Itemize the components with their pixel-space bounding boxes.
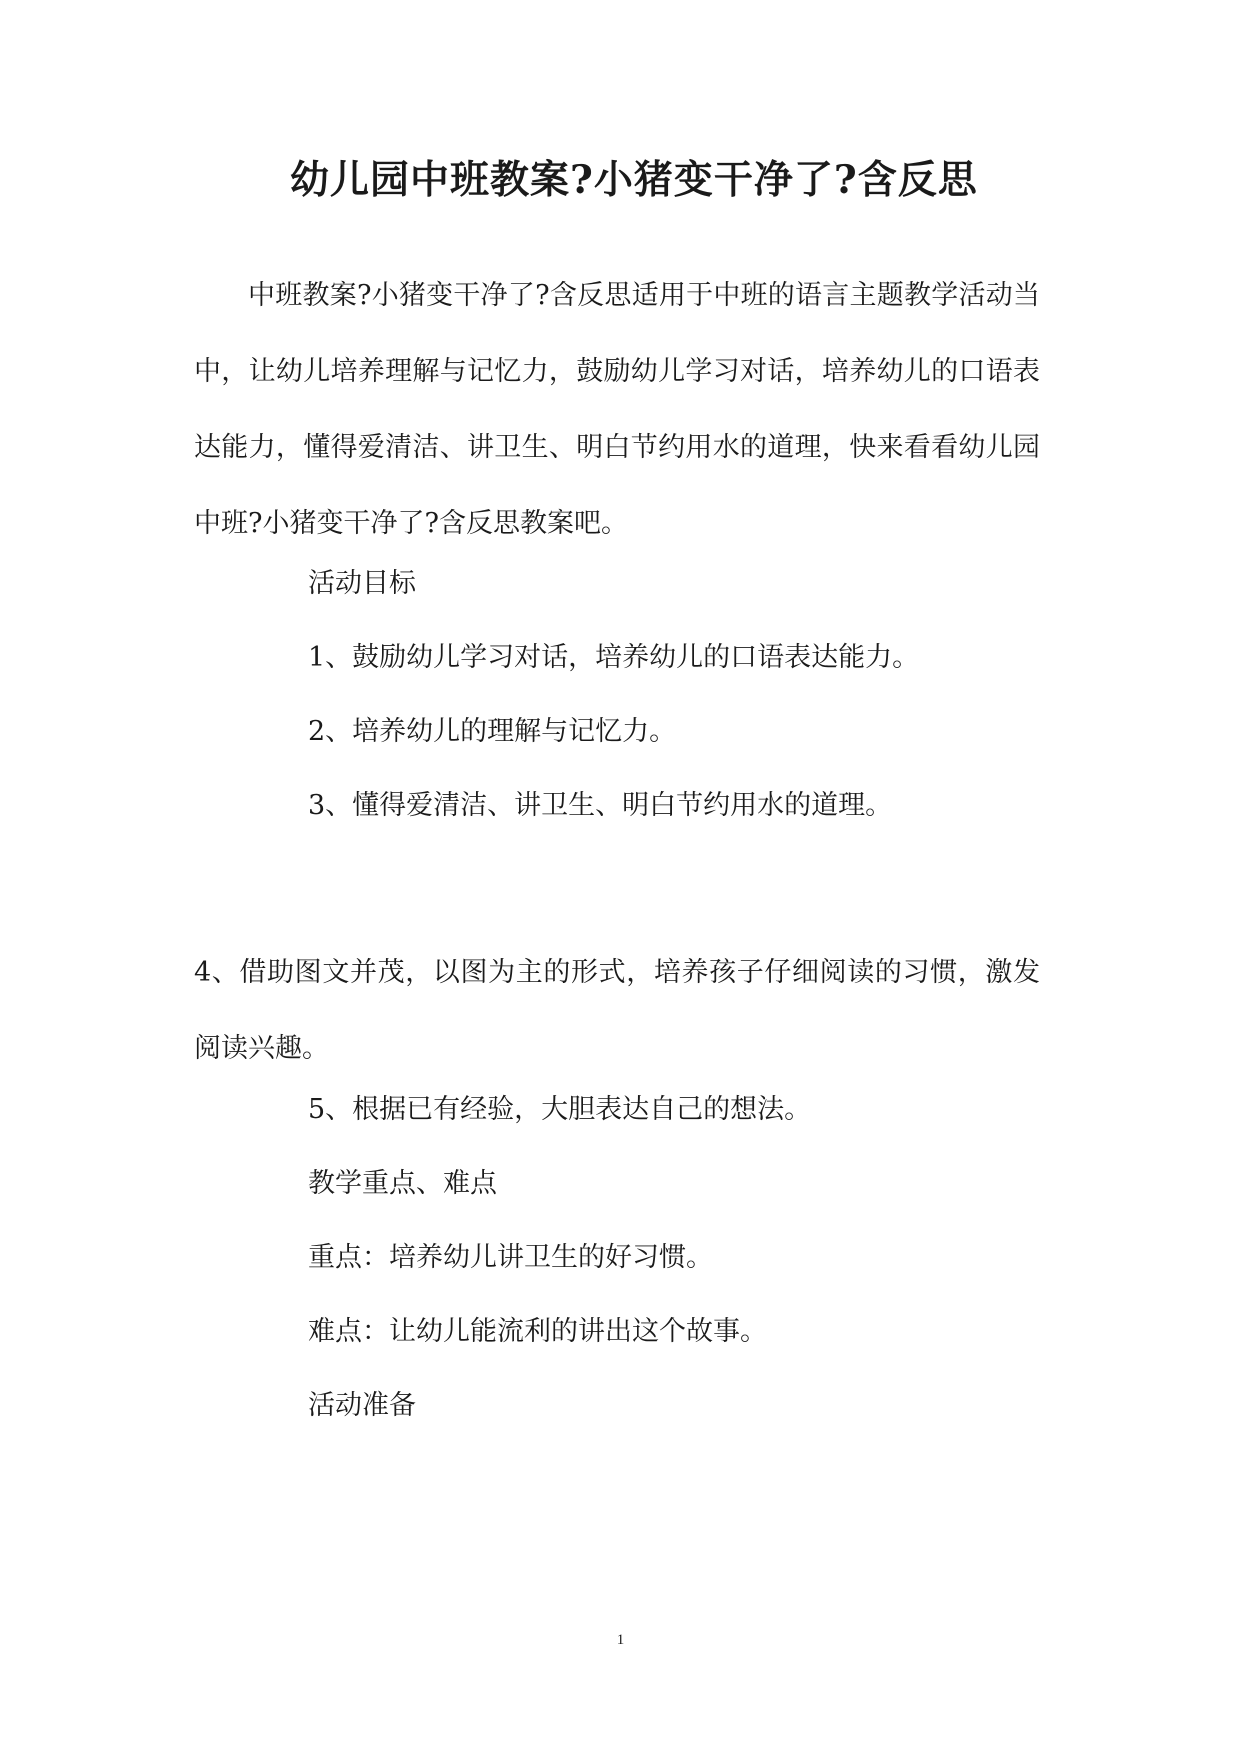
goal-item-3: 3、懂得爱清洁、讲卫生、明白节约用水的道理。 (308, 790, 893, 821)
goals-heading: 活动目标 (308, 568, 416, 599)
key-points-heading: 教学重点、难点 (308, 1168, 497, 1199)
page-number: 1 (616, 1632, 625, 1648)
key-point-text: 重点：培养幼儿讲卫生的好习惯。 (308, 1242, 713, 1273)
document-title: 幼儿园中班教案?小猪变干净了?含反思 (290, 157, 978, 203)
goal-item-5: 5、根据已有经验，大胆表达自己的想法。 (308, 1094, 812, 1125)
goal-item-2: 2、培养幼儿的理解与记忆力。 (308, 716, 677, 747)
difficulty-text: 难点：让幼儿能流利的讲出这个故事。 (308, 1316, 767, 1347)
goal-item-1: 1、鼓励幼儿学习对话，培养幼儿的口语表达能力。 (308, 642, 920, 673)
intro-paragraph: 中班教案?小猪变干净了?含反思适用于中班的语言主题教学活动当中，让幼儿培养理解与记忆力，鼓励幼儿学习对话，培养幼儿的口语表达能力，懂得爱清洁、讲卫生、明白节约用水的道理，快来看看幼儿园中班?小猪变干净了?含反思教案吧。 (194, 280, 1040, 539)
goal-item-4: 4、借助图文并茂，以图为主的形式，培养孩子仔细阅读的习惯，激发阅读兴趣。 (194, 957, 1040, 1064)
preparation-heading: 活动准备 (308, 1390, 416, 1421)
